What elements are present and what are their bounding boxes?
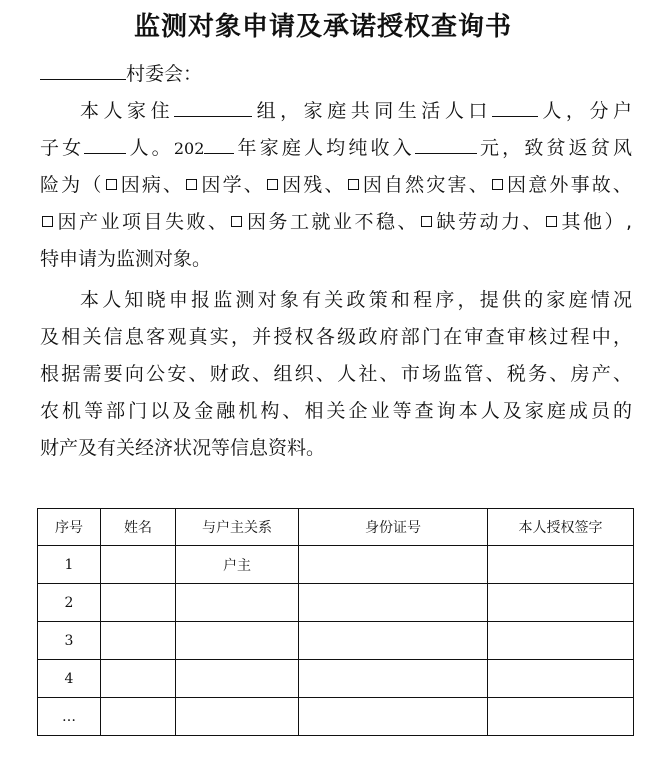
paragraph-authorization: [40, 282, 632, 467]
cell-name[interactable]: [101, 584, 176, 622]
header-relation: 与户主关系: [176, 509, 299, 546]
checkbox-education[interactable]: [186, 179, 197, 190]
paragraph1-line1: 本人家住 组，家庭共同生活人口 人，分户: [40, 93, 632, 130]
header-id-number: 身份证号: [299, 509, 488, 546]
table-header-row: [38, 509, 634, 546]
salutation-suffix: 村委会：: [126, 63, 203, 85]
paragraph1-line3: 险为（ 因病、 因学、 因残、 因自然灾害、 因意外事故、: [40, 174, 632, 196]
household-signature-table: [37, 508, 634, 736]
table-row: [38, 584, 634, 622]
cell-name[interactable]: [101, 622, 176, 660]
cell-id-number[interactable]: [299, 698, 488, 736]
cell-serial-no: 1: [38, 546, 101, 584]
table-row: [38, 546, 634, 584]
group-blank[interactable]: [174, 96, 252, 117]
checkbox-accident[interactable]: [492, 179, 503, 190]
cell-id-number[interactable]: [299, 584, 488, 622]
paragraph1-line2: 子女 人。202 年家庭人均纯收入 元，致贫返贫风: [40, 130, 632, 167]
cell-signature[interactable]: [488, 622, 634, 660]
cell-name[interactable]: [101, 660, 176, 698]
cell-serial-no: …: [38, 698, 101, 736]
salutation: [40, 56, 632, 93]
paragraph2-line: 本人知晓申报监测对象有关政策和程序，提供的家庭情况: [80, 289, 632, 311]
table-row: [38, 698, 634, 736]
household-size-blank[interactable]: [492, 96, 538, 117]
year-blank[interactable]: [204, 133, 234, 154]
paragraph2-line: 财产及有关经济状况等信息资料。: [40, 437, 326, 459]
cell-relation[interactable]: [176, 584, 299, 622]
cell-id-number[interactable]: [299, 660, 488, 698]
cell-id-number[interactable]: [299, 622, 488, 660]
cell-serial-no: 4: [38, 660, 101, 698]
cell-signature[interactable]: [488, 698, 634, 736]
cell-name[interactable]: [101, 546, 176, 584]
checkbox-disability[interactable]: [267, 179, 278, 190]
header-name: 姓名: [101, 509, 176, 546]
cell-signature[interactable]: [488, 660, 634, 698]
header-serial-no: 序号: [38, 509, 101, 546]
header-signature: 本人授权签字: [488, 509, 634, 546]
year-prefix: 202: [173, 139, 205, 158]
cell-name[interactable]: [101, 698, 176, 736]
document-title: 监测对象申请及承诺授权查询书: [133, 12, 512, 42]
cell-relation[interactable]: [176, 622, 299, 660]
cell-signature[interactable]: [488, 546, 634, 584]
paragraph2-line: 根据需要向公安、财政、组织、人社、市场监管、税务、房产、: [40, 363, 632, 385]
checkbox-industry-failure[interactable]: [42, 216, 53, 227]
cell-serial-no: 2: [38, 584, 101, 622]
table-row: [38, 622, 634, 660]
paragraph2-line: 及相关信息客观真实，并授权各级政府部门在审查审核过程中，: [40, 326, 632, 348]
paragraph2-line: 农机等部门以及金融机构、相关企业等查询本人及家庭成员的: [40, 400, 632, 422]
checkbox-unstable-employment[interactable]: [231, 216, 242, 227]
checkbox-other[interactable]: [546, 216, 557, 227]
checkbox-natural-disaster[interactable]: [348, 179, 359, 190]
separated-children-blank[interactable]: [84, 133, 126, 154]
cell-id-number[interactable]: [299, 546, 488, 584]
cell-relation: 户主: [176, 546, 299, 584]
village-name-blank[interactable]: [40, 59, 126, 80]
cell-relation[interactable]: [176, 698, 299, 736]
checkbox-illness[interactable]: [106, 179, 117, 190]
paragraph1-line5: 特申请为监测对象。: [40, 248, 212, 270]
checkbox-lack-of-labor[interactable]: [421, 216, 432, 227]
cell-signature[interactable]: [488, 584, 634, 622]
paragraph-application: [40, 93, 632, 278]
cell-serial-no: 3: [38, 622, 101, 660]
table-row: [38, 660, 634, 698]
cell-relation[interactable]: [176, 660, 299, 698]
income-blank[interactable]: [415, 133, 477, 154]
paragraph1-line4: 因产业项目失败、 因务工就业不稳、 缺劳动力、 其他）,: [40, 204, 632, 241]
